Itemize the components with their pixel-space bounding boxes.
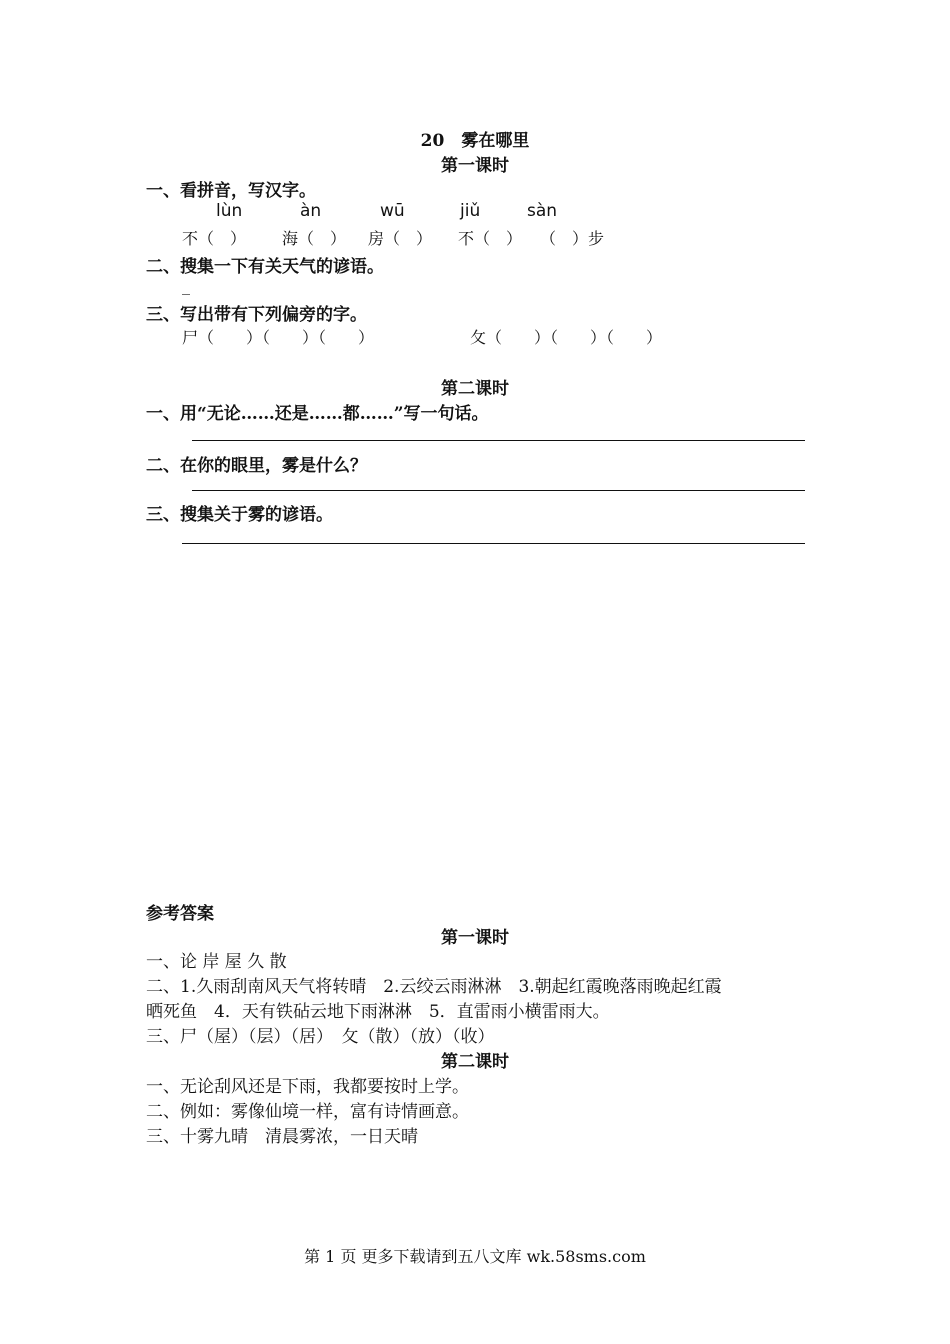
- lesson2-question-1: 一、用“无论……还是……都……”写一句话。: [146, 404, 489, 424]
- radical-shi: 尸（ ）（ ）（ ）: [182, 328, 375, 347]
- page-footer: 第 1 页 更多下载请到五八文库 wk.58sms.com: [304, 1247, 646, 1266]
- blank-3: 房（ ）: [368, 229, 433, 248]
- pinyin-lun: lùn: [216, 201, 243, 221]
- blank-4: 不（ ）: [458, 229, 523, 248]
- blank-2: 海（ ）: [282, 229, 347, 248]
- pinyin-an: àn: [300, 201, 322, 221]
- answer-2-line-1: 二、1.久雨刮南风天气将转晴 2.云绞云雨淋淋 3.朝起红霞晚落雨晚起红霞: [146, 977, 722, 997]
- answer-b1: 一、无论刮风还是下雨，我都要按时上学。: [146, 1077, 469, 1097]
- lesson1-question-3: 三、写出带有下列偏旁的字。: [146, 305, 367, 325]
- blank-1: 不（ ）: [182, 229, 247, 248]
- lesson2-question-3: 三、搜集关于雾的谚语。: [146, 505, 333, 525]
- blank-5: （ ）步: [540, 229, 605, 248]
- answer-line-1: [192, 440, 805, 441]
- lesson2-heading: 第二课时: [441, 379, 509, 399]
- answer-2-line-2: 晒死鱼 4．天有铁砧云地下雨淋淋 5．直雷雨小横雷雨大。: [146, 1002, 610, 1022]
- answer-line-3: [182, 543, 805, 544]
- pinyin-jiu: jiǔ: [460, 201, 481, 221]
- lesson1-question-1: 一、看拼音，写汉字。: [146, 181, 316, 201]
- answer-line-2: [192, 490, 805, 491]
- page-title: 20 雾在哪里: [420, 131, 530, 151]
- lesson1-question-2: 二、搜集一下有关天气的谚语。: [146, 257, 384, 277]
- lesson2-question-2: 二、在你的眼里，雾是什么？: [146, 456, 367, 476]
- pinyin-san: sàn: [527, 201, 558, 221]
- answer-1: 一、论 岸 屋 久 散: [146, 952, 287, 972]
- answers-heading: 参考答案: [146, 904, 214, 924]
- radical-pu: 攵（ ）（ ）（ ）: [470, 328, 663, 347]
- answer-b2: 二、例如：雾像仙境一样，富有诗情画意。: [146, 1102, 469, 1122]
- answer-mark: _: [182, 276, 190, 295]
- lesson1-heading: 第一课时: [441, 156, 509, 176]
- answers-lesson1-heading: 第一课时: [441, 928, 509, 948]
- answer-3: 三、尸（屋）（层）（居） 攵（散）（放）（收）: [146, 1027, 495, 1047]
- answer-b3: 三、十雾九晴 清晨雾浓，一日天晴: [146, 1127, 418, 1147]
- answers-lesson2-heading: 第二课时: [441, 1052, 509, 1072]
- pinyin-wu: wū: [380, 201, 405, 221]
